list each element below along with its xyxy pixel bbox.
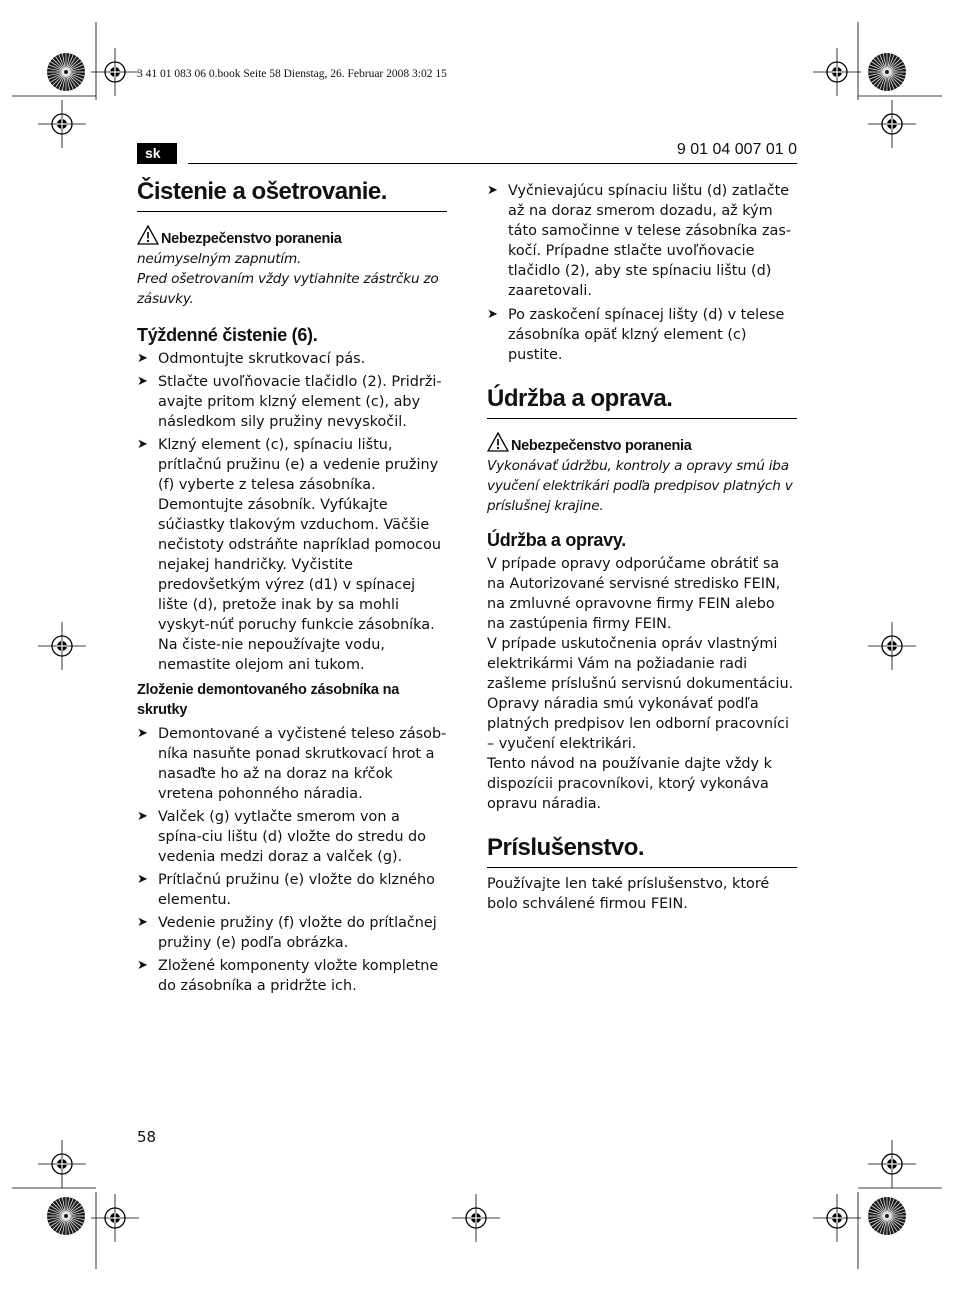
list-item: ➤ Valček (g) vytlačte smerom von a spína-ciu lištu (d) vložte do stredu do vedenia medzi doraz a valček (g). [137,807,447,867]
paragraph: V prípade opravy odporúčame obrátiť sa na Autorizované servisné stredisko FEIN, na zmluvné opravovne firmy FEIN alebo na zastúpenia firmy FEIN. [487,556,781,632]
language-badge: sk [137,143,177,164]
list-item: ➤ Zložené komponenty vložte kompletne do zásobníka a pridržte ich. [137,956,447,996]
assembly-steps-continued [487,181,797,365]
header-rule [188,163,797,164]
list-item: ➤ Vedenie pružiny (f) vložte do prítlačnej pružiny (e) podľa obrázka. [137,913,447,953]
warning-text: Pred ošetrovaním vždy vytiahnite zástrčku zo zásuvky. [137,271,439,307]
warning-title: Nebezpečenstvo poranenia [161,231,342,247]
paragraph: Používajte len také príslušenstvo, ktoré bolo schválené firmou FEIN. [487,876,770,912]
warning-text: Vykonávať údržbu, kontroly a opravy smú iba vyučení elektrikári podľa predpisov platných v príslušnej krajine. [487,458,793,514]
list-item: ➤ Stlačte uvoľňovacie tlačidlo (2). Pridrži-avajte pritom klzný element (c), aby následkom sily pružiny nevyskočil. [137,372,447,432]
list-item: ➤ Vyčnievajúcu spínaciu lištu (d) zatlačte až na doraz smerom dozadu, až kým táto samočinne v telese zásobníka zas-kočí. Prípadne stlačte uvoľňovacie tlačidlo (2), aby ste spínaciu lištu (d) zaaretovali. [487,181,797,301]
weekly-steps-list [137,349,447,675]
paragraph: V prípade uskutočnenia opráv vlastnými elektrikármi Vám na požiadanie radi zašleme príslušnú servisnú dokumentáciu. [487,636,794,692]
warning-title: Nebezpečenstvo poranenia [511,438,692,454]
subsection-title-repairs: Údržba a opravy. [487,530,626,550]
page-number: 58 [137,1128,157,1146]
subsection-title-weekly: Týždenné čistenie (6). [137,325,318,345]
warning-triangle-icon [137,225,161,245]
warning-block [487,432,797,516]
list-item: ➤ Klzný element (c), spínaciu lištu, prítlačnú pružinu (e) a vedenie pružiny (f) vyberte z telesa zásobníka. Demontujte zásobník. Vyfúkajte súčiastky tlakovým vzduchom. Väčšie nečistoty odstráňte napríklad pomocou nejakej handričky. Vyčistite predovšetkým výrez (d1) v spínacej lište (d), pretože inak by sa mohli vyskyt-núť poruchy funkcie zásobníka. Na čiste-nie nepoužívajte vodu, nemastite olejom ani tukom. [137,435,447,675]
print-slug: 3 41 01 083 06 0.book Seite 58 Dienstag, 26. Februar 2008 3:02 15 [137,68,447,80]
assembly-steps-list [137,724,447,996]
section-title-cleaning: Čistenie a ošetrovanie. [137,176,447,212]
subsection-title-assembly: Zloženie demontovaného zásobníka na skrutky [137,682,400,718]
paragraph: Opravy náradia smú vykonávať podľa platných predpisov len odborní pracovníci – vyučení elektrikári. [487,696,789,752]
right-column [487,181,797,914]
left-column [137,176,447,996]
list-item: ➤ Demontované a vyčistené teleso zásob-níka nasuňte ponad skrutkovací hrot a nasaďte ho až na doraz na kŕčok vretena pohonného náradia. [137,724,447,804]
list-item: ➤ Po zaskočení spínacej lišty (d) v telese zásobníka opäť klzný element (c) pustite. [487,305,797,365]
section-title-accessories: Príslušenstvo. [487,832,797,868]
list-item: ➤ Odmontujte skrutkovací pás. [137,349,447,369]
warning-block [137,225,447,309]
doc-number: 9 01 04 007 01 0 [676,141,797,158]
repairs-text [487,554,797,814]
warning-text: neúmyselným zapnutím. [137,251,302,267]
section-title-maintenance: Údržba a oprava. [487,383,797,419]
list-item: ➤ Prítlačnú pružinu (e) vložte do klzného elementu. [137,870,447,910]
paragraph: Tento návod na používanie dajte vždy k dispozícii pracovníkovi, ktorý vykonáva opravu náradia. [487,756,772,812]
warning-triangle-icon [487,432,511,452]
